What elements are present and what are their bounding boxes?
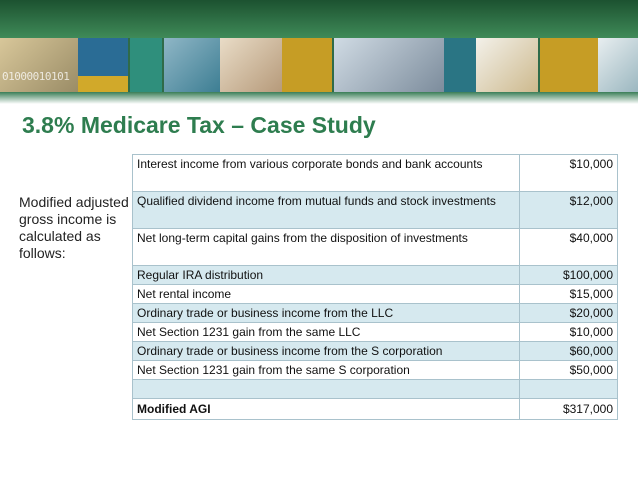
table-row <box>133 285 618 304</box>
row-amount: $12,000 <box>520 192 618 229</box>
row-description <box>133 380 520 399</box>
row-description: Ordinary trade or business income from the LLC <box>133 304 520 323</box>
banner-tile <box>164 38 220 92</box>
banner-tile <box>444 38 476 92</box>
row-amount: $40,000 <box>520 229 618 266</box>
table-total-row <box>133 399 618 420</box>
slide-title: 3.8% Medicare Tax – Case Study <box>22 112 376 138</box>
banner-tile <box>540 38 598 92</box>
total-amount: $317,000 <box>520 399 618 420</box>
table-caption: Modified adjusted gross income is calculated as follows: <box>19 194 129 261</box>
banner-tile-seedling-hands <box>476 38 538 92</box>
row-amount: $20,000 <box>520 304 618 323</box>
agi-table <box>132 154 618 420</box>
row-amount: $15,000 <box>520 285 618 304</box>
table-row <box>133 192 618 229</box>
row-description: Interest income from various corporate bonds and bank accounts <box>133 155 520 192</box>
banner-binary-text: 01000010101 <box>2 70 70 83</box>
row-description: Net Section 1231 gain from the same LLC <box>133 323 520 342</box>
banner-tile-writing-hand <box>220 38 282 92</box>
table-row <box>133 304 618 323</box>
table-row <box>133 229 618 266</box>
row-description: Net long-term capital gains from the disposition of investments <box>133 229 520 266</box>
banner-tile <box>78 38 128 76</box>
row-description: Net rental income <box>133 285 520 304</box>
row-amount: $60,000 <box>520 342 618 361</box>
table-row <box>133 155 618 192</box>
table-row <box>133 361 618 380</box>
row-amount: $50,000 <box>520 361 618 380</box>
banner-tile-keyboard <box>334 38 444 92</box>
table-row <box>133 323 618 342</box>
row-amount <box>520 380 618 399</box>
banner-tile <box>78 76 128 92</box>
row-amount: $10,000 <box>520 323 618 342</box>
row-description: Qualified dividend income from mutual funds and stock investments <box>133 192 520 229</box>
row-amount: $100,000 <box>520 266 618 285</box>
row-description: Regular IRA distribution <box>133 266 520 285</box>
row-description: Ordinary trade or business income from the S corporation <box>133 342 520 361</box>
banner-tile <box>598 38 638 92</box>
banner-gradient <box>0 0 638 38</box>
banner-tile <box>282 38 332 92</box>
row-amount: $10,000 <box>520 155 618 192</box>
table-row <box>133 342 618 361</box>
table-row <box>133 266 618 285</box>
row-description: Net Section 1231 gain from the same S corporation <box>133 361 520 380</box>
banner-fade <box>0 92 638 104</box>
total-label: Modified AGI <box>133 399 520 420</box>
banner-tile-binary <box>0 38 78 92</box>
header-banner <box>0 0 638 104</box>
table-row-empty <box>133 380 618 399</box>
banner-tile <box>130 38 162 92</box>
